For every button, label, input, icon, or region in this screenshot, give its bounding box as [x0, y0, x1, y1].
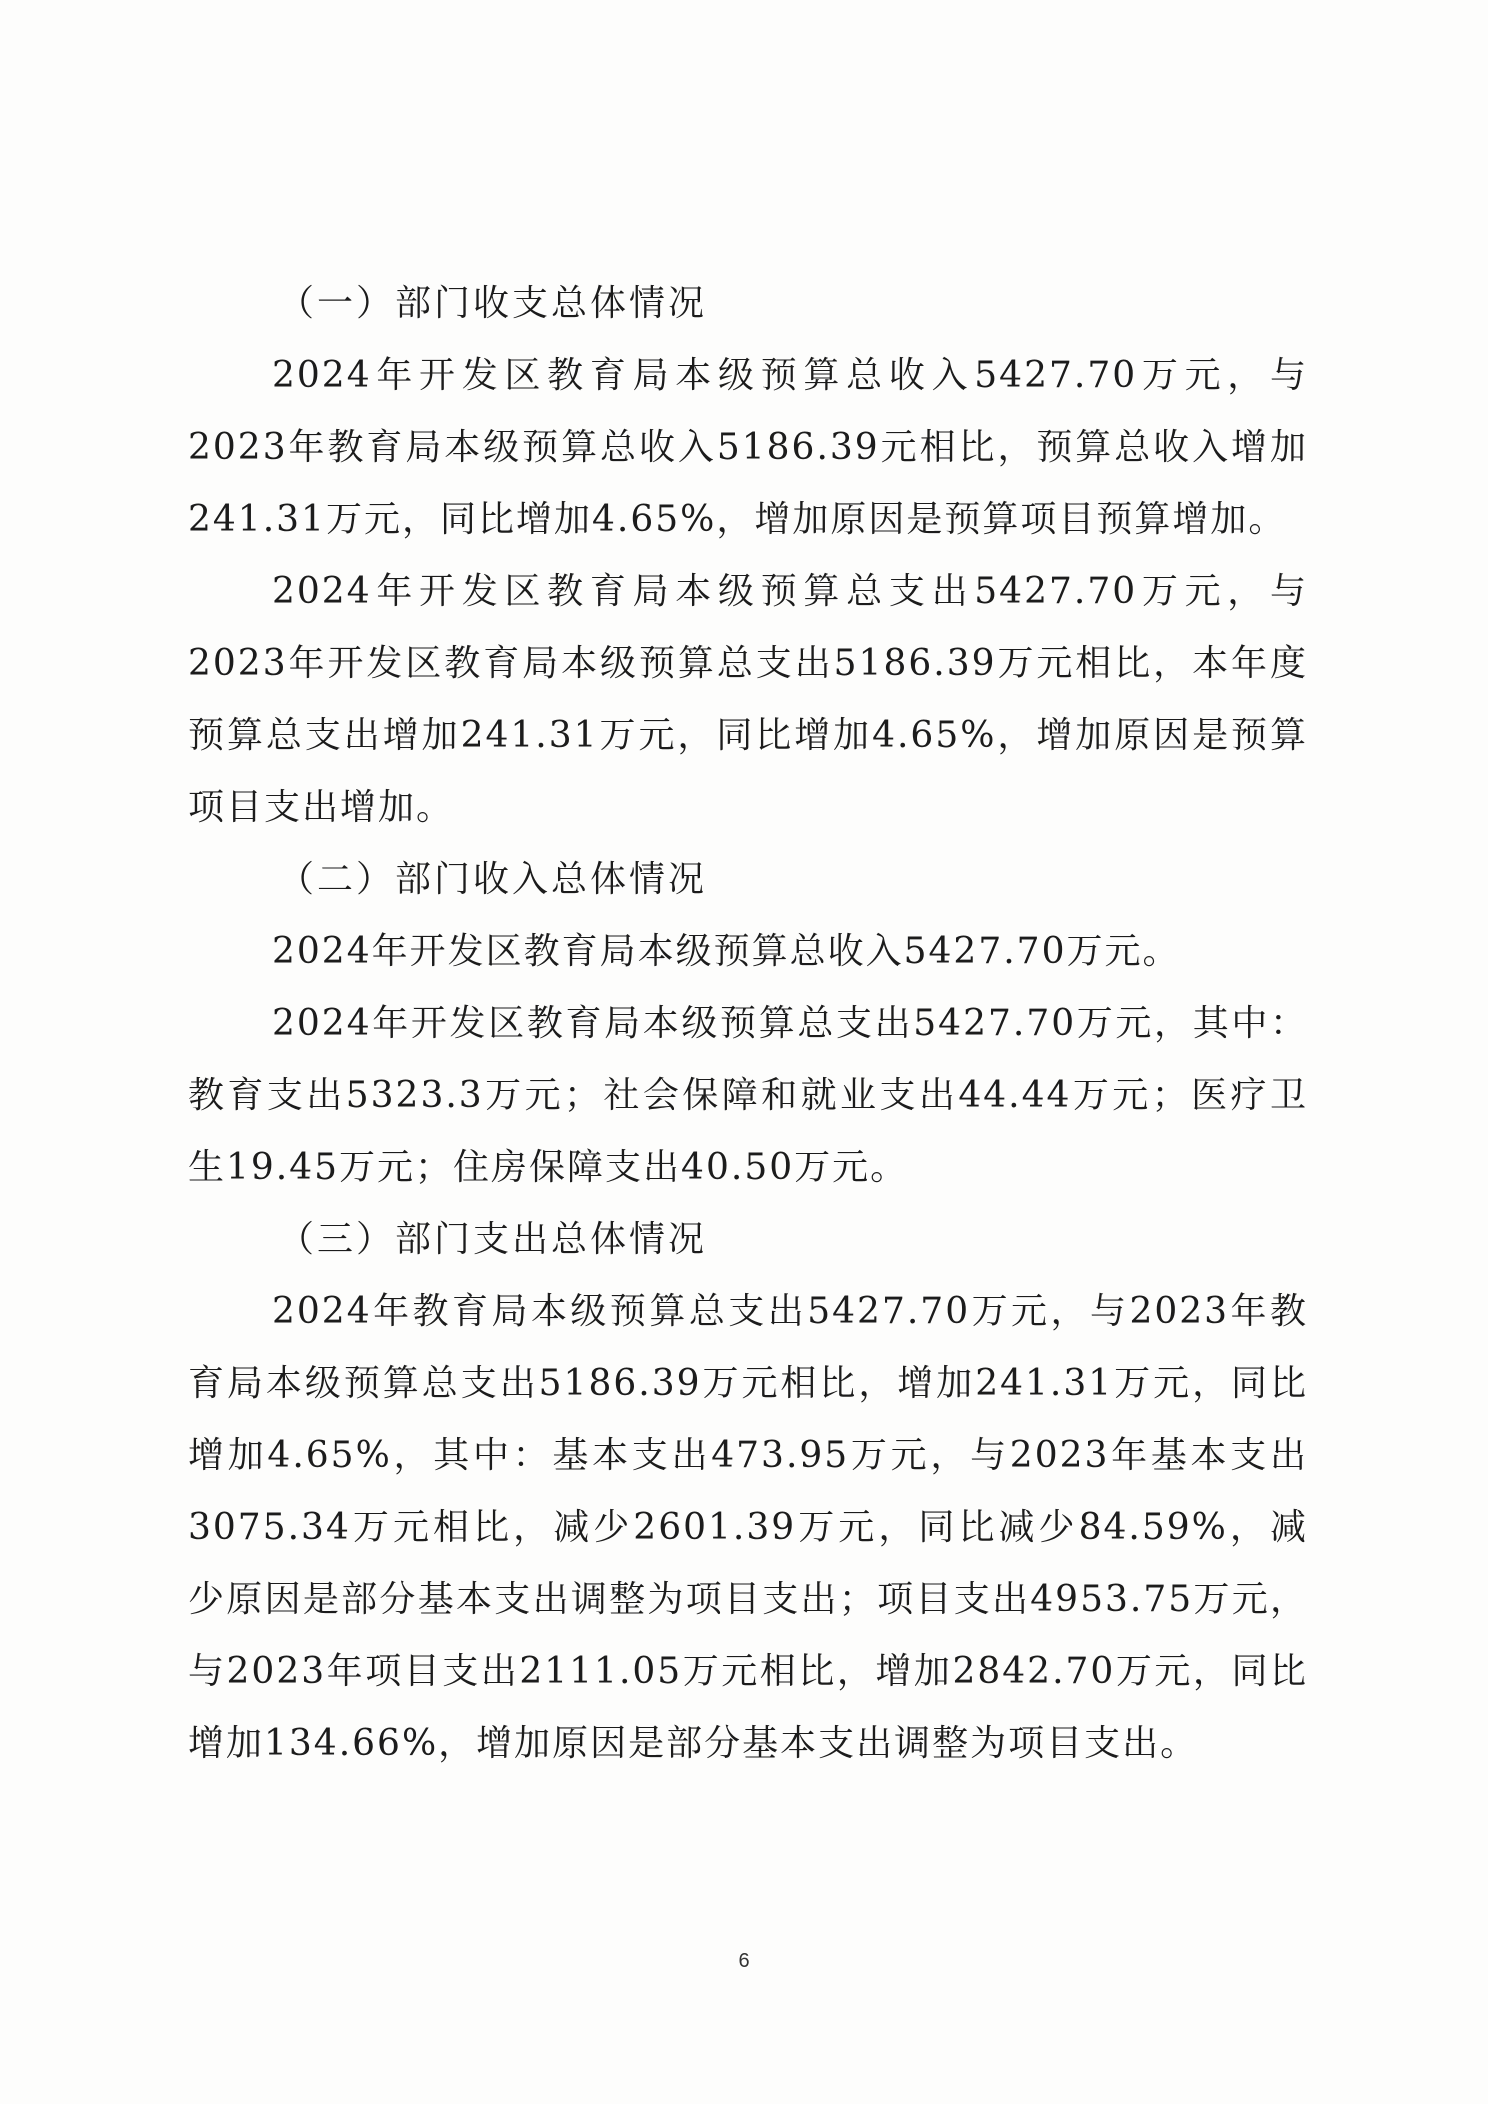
section-heading-3: （三）部门支出总体情况: [278, 1219, 708, 1260]
paragraph: 2024年开发区教育局本级预算总收入5427.70万元。: [272, 931, 1181, 972]
document-body: [188, 268, 1308, 1780]
paragraph: 2024年开发区教育局本级预算总支出5427.70万元，与2023年开发区教育局本级预算总支出5186.39万元相比，本年度预算总支出增加241.31万元，同比增加4.65%，增加原因是预算项目支出增加。: [188, 571, 1308, 828]
paragraph: 2024年教育局本级预算总支出5427.70万元，与2023年教育局本级预算总支出5186.39万元相比，增加241.31万元，同比增加4.65%，其中：基本支出473.95万元，与2023年基本支出3075.34万元相比，减少2601.39万元，同比减少84.59%，减少原因是部分基本支出调整为项目支出；项目支出4953.75万元，与2023年项目支出2111.05万元相比，增加2842.70万元，同比增加134.66%，增加原因是部分基本支出调整为项目支出。: [188, 1291, 1308, 1764]
page-number: 6: [738, 1950, 750, 1972]
paragraph: 2024年开发区教育局本级预算总收入5427.70万元，与2023年教育局本级预算总收入5186.39元相比，预算总收入增加241.31万元，同比增加4.65%，增加原因是预算项目预算增加。: [188, 355, 1308, 540]
section-heading-2: （二）部门收入总体情况: [278, 859, 708, 900]
paragraph: 2024年开发区教育局本级预算总支出5427.70万元，其中：教育支出5323.3万元；社会保障和就业支出44.44万元；医疗卫生19.45万元；住房保障支出40.50万元。: [188, 1003, 1308, 1188]
section-heading-1: （一）部门收支总体情况: [278, 283, 708, 324]
